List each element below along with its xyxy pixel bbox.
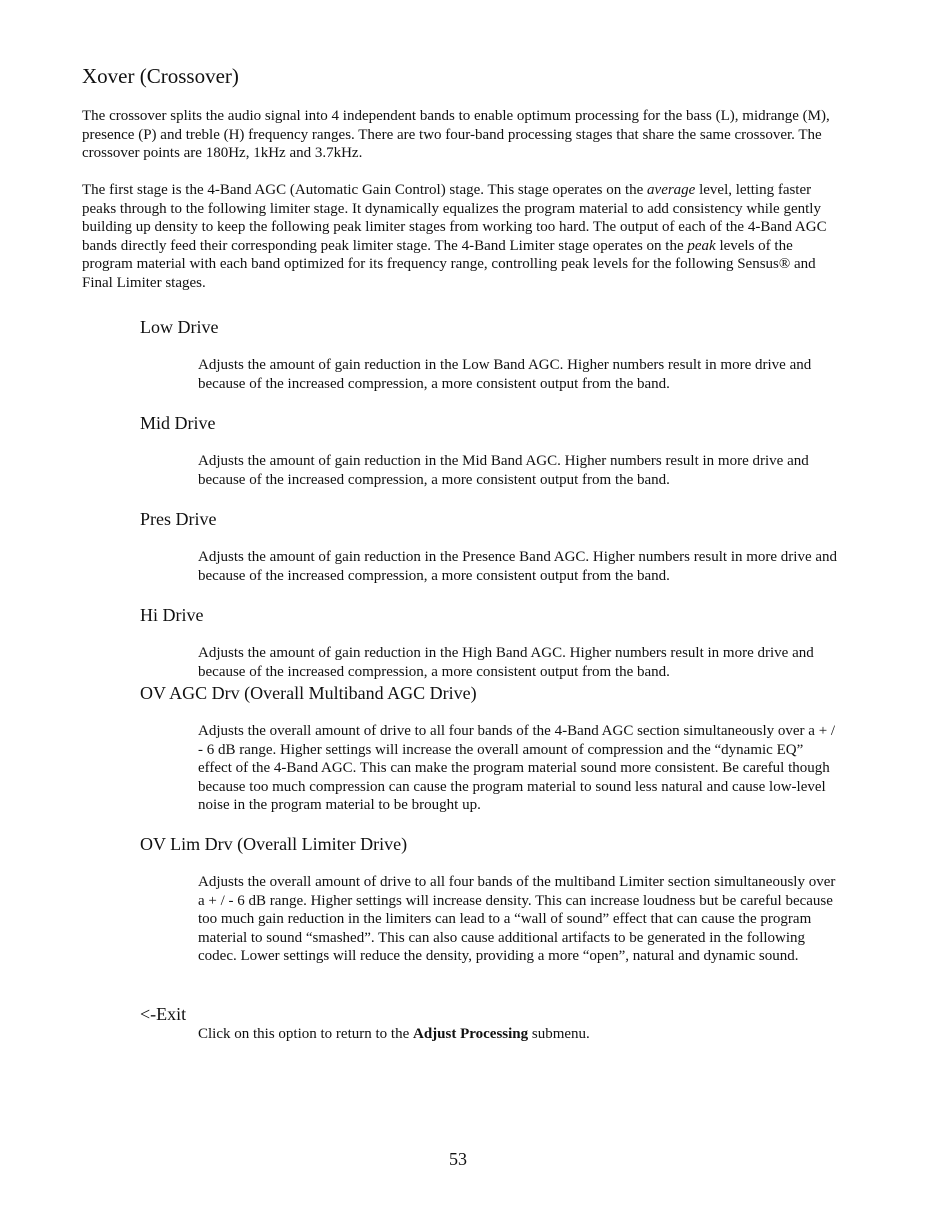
intro-p2-text-3: levels of the program material with each band optimized for its frequency range, controlling peak levels for the following Sensus® and Final Limiter stages. [82, 237, 816, 291]
section-text-low-drive: Adjusts the amount of gain reduction in the Low Band AGC. Higher numbers result in more drive and because of the increased compression, a more consistent output from the band. [198, 357, 812, 392]
page-title: Xover (Crossover) [82, 64, 239, 88]
intro-paragraph-2 [82, 181, 842, 293]
intro-p2-text-2: level, letting faster peaks through to the following limiter stage. It dynamically equalizes the program material to add consistency while gently building up density to keep the following peak limiter stages from working too hard. The output of each of the 4-Band AGC bands directly feed their corresponding peak limiter stage. The 4-Band Limiter stage operates on the [82, 182, 827, 254]
section-title-ov-lim-drv: OV Lim Drv (Overall Limiter Drive) [140, 834, 408, 854]
intro-p2-text-1: The first stage is the 4-Band AGC (Automatic Gain Control) stage. This stage operates on the [82, 182, 648, 198]
section-title-mid-drive: Mid Drive [140, 413, 216, 433]
page-number: 53 [449, 1149, 467, 1169]
exit-text-before: Click on this option to return to the [198, 1026, 413, 1042]
exit-text-bold: Adjust Processing [412, 1026, 529, 1042]
section-title-low-drive: Low Drive [140, 317, 219, 337]
section-title-pres-drive: Pres Drive [140, 509, 217, 529]
section-text-mid-drive: Adjusts the amount of gain reduction in the Mid Band AGC. Higher numbers result in more drive and because of the increased compression, a more consistent output from the band. [198, 453, 809, 488]
section-text-exit [198, 1025, 838, 1044]
section-title-hi-drive: Hi Drive [140, 605, 204, 625]
section-text-ov-agc-drv: Adjusts the overall amount of drive to all four bands of the 4-Band AGC section simultaneously over a + / - 6 dB range. Higher settings will increase the overall amount of compression and the “dynamic EQ” effect of the 4-Band AGC. This can make the program material sound more consistent. Be careful though because too much compression can cause the program material to sound less natural and cause low-level noise in the program material to be brought up. [198, 723, 836, 814]
intro-p2-emphasis-average: average [647, 182, 696, 198]
intro-p2-emphasis-peak: peak [687, 237, 716, 254]
intro-paragraph-1: The crossover splits the audio signal into 4 independent bands to enable optimum processing for the bass (L), midrange (M), presence (P) and treble (H) frequency ranges. There are two four-band processing stages that share the same crossover. The crossover points are 180Hz, 1kHz and 3.7kHz. [82, 108, 830, 162]
exit-text-after: submenu. [528, 1026, 590, 1042]
section-text-pres-drive: Adjusts the amount of gain reduction in the Presence Band AGC. Higher numbers result in more drive and because of the increased compression, a more consistent output from the band. [198, 549, 838, 584]
section-text-hi-drive: Adjusts the amount of gain reduction in the High Band AGC. Higher numbers result in more drive and because of the increased compression, a more consistent output from the band. [198, 645, 814, 680]
section-text-ov-lim-drv: Adjusts the overall amount of drive to all four bands of the multiband Limiter section simultaneously over a + / - 6 dB range. Higher settings will increase density. This can increase loudness but be careful because too much gain reduction in the limiters can lead to a “wall of sound” effect that can cause the program material to sound “smashed”. This can also cause additional artifacts to be generated in the following codec. Lower settings will reduce the density, providing a more “open”, natural and dynamic sound. [198, 874, 836, 965]
section-title-exit: <-Exit [140, 1004, 187, 1024]
section-title-ov-agc-drv: OV AGC Drv (Overall Multiband AGC Drive) [140, 683, 477, 703]
